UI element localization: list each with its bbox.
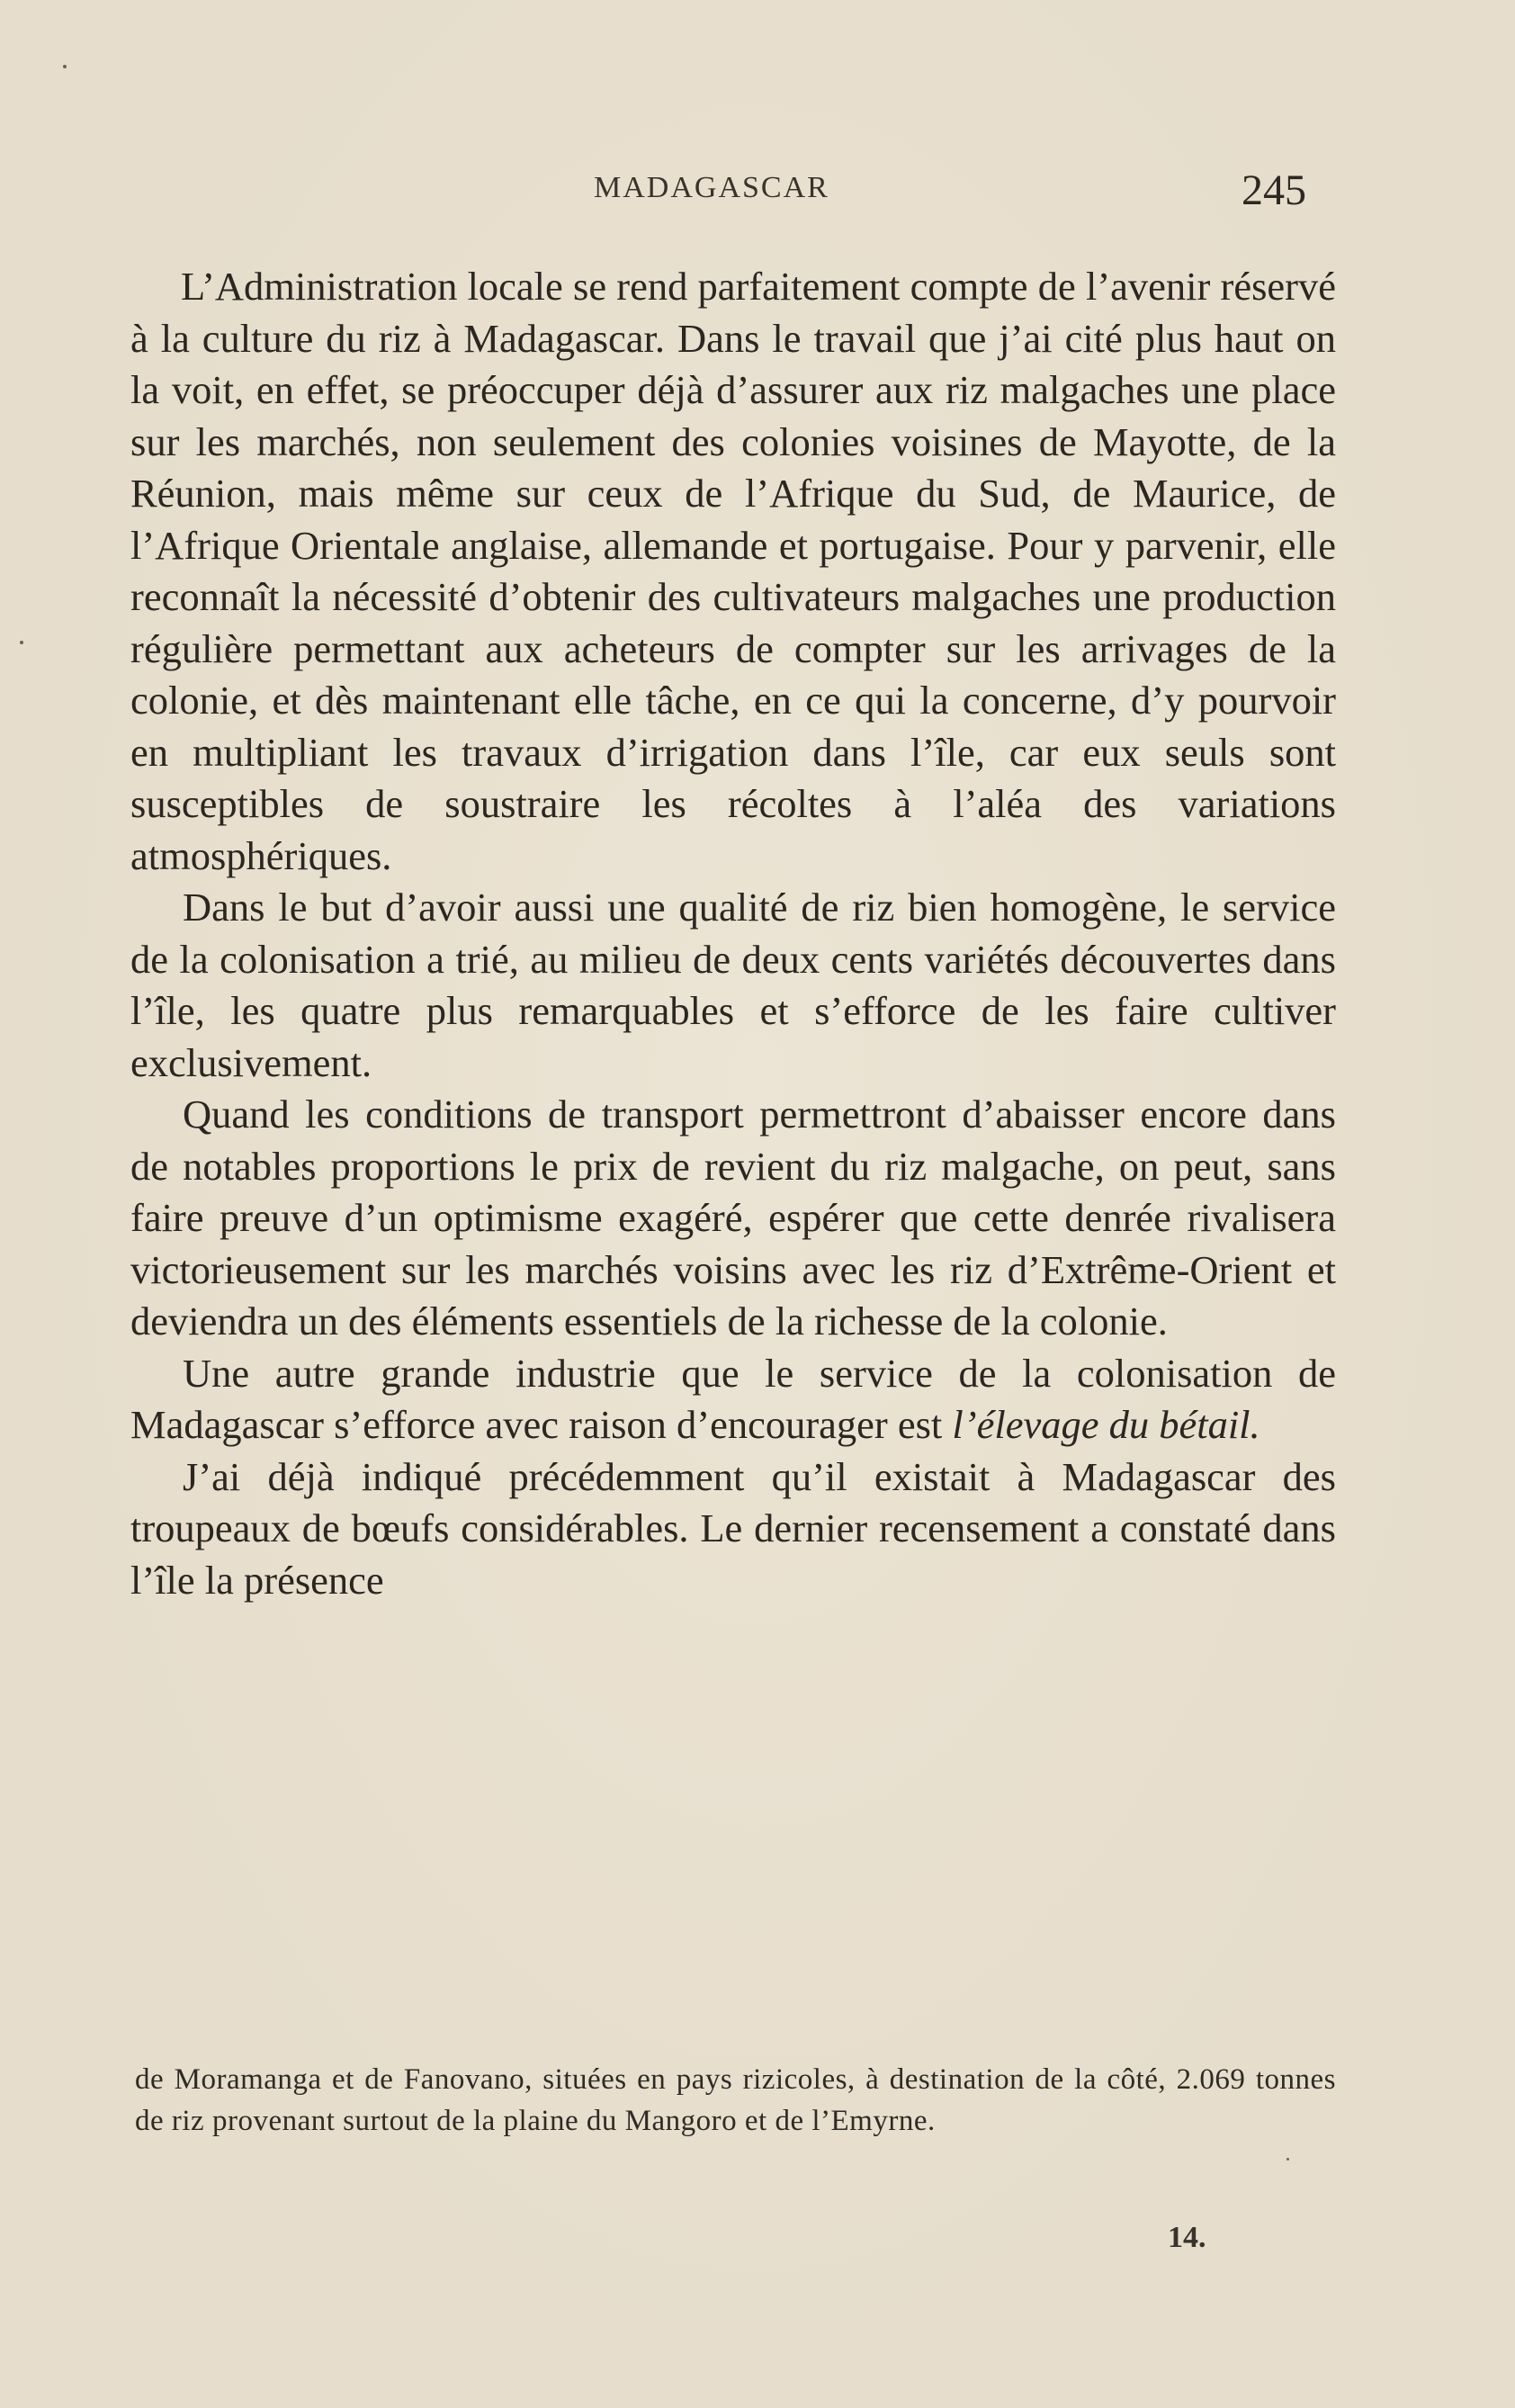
paper-speck [20,641,23,644]
footnote: de Moramanga et de Fanovano, situées en pays rizicoles, à destination de la côté, 2.069 tonnes de riz provenant surtout de la plaine du Mangoro et de l’Emyrne. [135,2063,1336,2137]
running-head [0,166,1515,216]
paper-speck [63,65,67,68]
paragraph-4-italic: l’élevage du bétail. [952,1402,1260,1447]
paragraph-3: Quand les conditions de transport permettront d’abaisser encore dans de notables proportions le prix de revient du riz malgache, on peut, sans faire preuve d’un optimisme exagéré, espérer que cette denrée rivalisera victorieusement sur les marchés voisins avec les riz d’Extrême-Orient et deviendra un des éléments essentiels de la richesse de la colonie. [130,1092,1336,1343]
signature-mark: 14. [1168,2221,1206,2254]
body-text [130,261,1336,1606]
paragraph-4 [130,1348,1336,1451]
paragraph-2: Dans le but d’avoir aussi une qualité de riz bien homogène, le service de la colonisation a trié, au milieu de deux cents variétés découvertes dans l’île, les quatre plus remarquables et s’efforce de les faire cultiver exclusivement. [130,885,1336,1085]
paper-speck [1286,2158,1289,2161]
running-title: MADAGASCAR [594,171,829,204]
page-number: 245 [1242,166,1306,214]
paragraph-5: J’ai déjà indiqué précédemment qu’il existait à Madagascar des troupeaux de bœufs considérables. Le dernier recensement a constaté dans l’île la présence [130,1453,1336,1603]
paragraph-1: L’Administration locale se rend parfaitement compte de l’avenir réservé à la culture du riz à Madagascar. Dans le travail que j’ai cité plus haut on la voit, en effet, se préoccuper déjà d’assurer aux riz malgaches une place sur les marchés, non seulement des colonies voisines de Mayotte, de la Réunion, mais même sur ceux de l’Afrique du Sud, de Maurice, de l’Afrique Orientale anglaise, allemande et portugaise. Pour y parvenir, elle reconnaît la nécessité d’obtenir des cultivateurs malgaches une production régulière permettant aux acheteurs de compter sur les arrivages de la colonie, et dès maintenant elle tâche, en ce qui la concerne, d’y pourvoir en multipliant les travaux d’irrigation dans l’île, car eux seuls sont susceptibles de soustraire les récoltes à l’aléa des variations atmosphériques. [130,264,1336,878]
paragraph-4-text: Une autre grande industrie que le service de la colonisation de Madagascar s’efforce avec raison d’encourager est [130,1350,1336,1447]
